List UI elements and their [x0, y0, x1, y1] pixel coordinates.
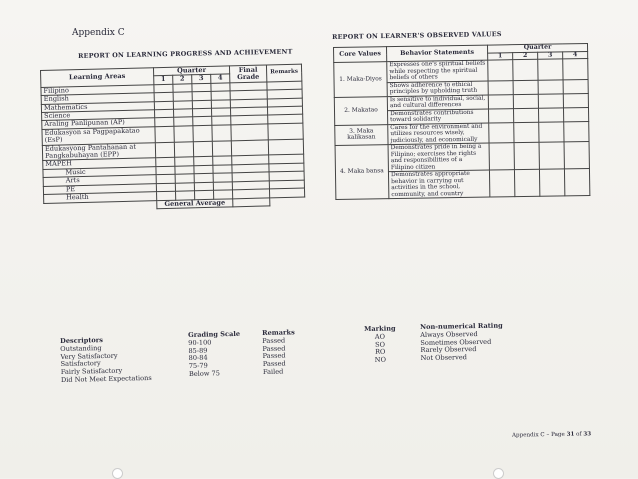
learning-area-label: Music — [43, 167, 156, 178]
learning-area-label: Filipino — [41, 85, 154, 96]
learning-area-label: Science — [42, 110, 155, 121]
observed-values-title: REPORT ON LEARNER'S OBSERVED VALUES — [332, 30, 502, 41]
footer-prefix: Appendix C – Page — [511, 431, 565, 439]
footer-page: 31 — [566, 431, 575, 438]
grading-scale-title: Grading Scale — [187, 329, 241, 339]
header-ov-q3: 3 — [538, 51, 563, 59]
header-learning-areas: Learning Areas — [41, 68, 154, 88]
behavior-statement: Demonstrates pride in being a Filipino; exercises the rights and responsibilities of a Filipino citizen — [388, 143, 489, 172]
appendix-label: Appendix C — [72, 28, 125, 38]
observed-values-table — [333, 43, 590, 200]
non-numerical-legend — [420, 323, 503, 363]
remarks-cell — [268, 139, 303, 156]
header-core-values: Core Values — [334, 47, 387, 63]
quarter-rating-cell — [514, 169, 539, 196]
marking-item: SO — [375, 340, 386, 349]
quarter-rating-cell — [514, 142, 539, 169]
quarter-rating-cell — [563, 59, 588, 80]
quarter-rating-cell — [564, 141, 589, 168]
general-average-label: General Average — [157, 198, 233, 208]
remarks-item: Passed — [262, 344, 286, 353]
quarter-grade-cell — [174, 126, 193, 142]
behavior-statement: Cares for the environment and utilizes resources wisely, judiciously, and economically — [388, 123, 489, 145]
remarks-item: Failed — [262, 367, 284, 376]
quarter-rating-cell — [489, 170, 514, 197]
behavior-row — [335, 141, 589, 172]
quarter-rating-cell — [538, 79, 563, 93]
header-q2: 2 — [173, 75, 192, 84]
behavior-statement: Demonstrates appropriate behavior in carrying out activities in the school, community, and country — [388, 170, 489, 199]
learning-area-label: MAPEH — [43, 158, 156, 169]
quarter-rating-cell — [538, 59, 563, 80]
remarks-item: Passed — [262, 359, 286, 369]
quarter-rating-cell — [488, 108, 513, 122]
learning-progress-title: REPORT ON LEARNING PROGRESS AND ACHIEVEMENT — [78, 47, 293, 60]
header-quarter: Quarter — [153, 66, 229, 76]
remarks-item: Passed — [262, 336, 286, 345]
quarter-rating-cell — [539, 121, 564, 142]
punch-hole — [112, 468, 123, 479]
descriptor-item: Fairly Satisfactory — [60, 366, 123, 377]
header-ov-q2: 2 — [513, 52, 538, 60]
observed-values-body — [334, 59, 590, 200]
quarter-grade-cell — [155, 126, 174, 142]
grading-scale-item: 85-89 — [188, 346, 208, 355]
quarter-rating-cell — [563, 93, 588, 107]
grading-scale-item: 90-100 — [188, 338, 212, 347]
remarks-title: Remarks — [261, 328, 295, 337]
non-numerical-item: Always Observed — [420, 329, 478, 339]
quarter-rating-cell — [488, 94, 513, 108]
quarter-rating-cell — [538, 107, 563, 121]
header-q1: 1 — [154, 76, 173, 85]
quarter-grade-cell — [193, 125, 212, 141]
core-value-label: 1. Maka-Diyos — [334, 62, 388, 97]
grading-scale-item: Below 75 — [188, 369, 221, 378]
behavior-statement: Is sensitive to individual, social, and cultural differences — [387, 95, 488, 111]
learning-progress-table-wrap — [40, 64, 305, 212]
non-numerical-item: Sometimes Observed — [420, 337, 492, 347]
remarks-item: Passed — [262, 351, 286, 361]
core-value-label: 4. Maka bansa — [335, 145, 389, 200]
header-ov-q4: 4 — [563, 51, 588, 59]
grading-scale-item: 75-79 — [188, 361, 208, 371]
quarter-rating-cell — [489, 143, 514, 170]
quarter-rating-cell — [564, 121, 589, 142]
header-ov-quarter: Quarter — [487, 44, 587, 53]
core-value-label: 3. Maka kalikasan — [335, 124, 388, 145]
learning-area-label: Mathematics — [41, 101, 154, 112]
behavior-statement: Shows adherence to ethical principles by upholding truth — [387, 81, 488, 97]
descriptor-item: Outstanding — [60, 343, 102, 353]
header-final-grade: Final Grade — [229, 65, 266, 83]
learning-area-label: Araling Panlipunan (AP) — [42, 118, 155, 129]
learning-area-label: Health — [44, 192, 157, 203]
remarks-cell — [268, 123, 303, 140]
quarter-rating-cell — [563, 107, 588, 121]
marking-item: RO — [374, 348, 386, 357]
footer-of: of — [576, 431, 582, 438]
non-numerical-title: Non-numerical Rating — [419, 321, 503, 331]
remarks-legend — [262, 329, 296, 377]
header-remarks: Remarks — [266, 64, 301, 82]
quarter-rating-cell — [514, 122, 539, 143]
learning-progress-body — [41, 81, 305, 211]
quarter-grade-cell — [155, 142, 174, 158]
quarter-rating-cell — [513, 80, 538, 94]
learning-area-label: English — [41, 93, 154, 104]
quarter-rating-cell — [538, 93, 563, 107]
descriptor-item: Did Not Meet Expectations — [60, 373, 152, 384]
general-average-spacer — [44, 200, 157, 211]
quarter-rating-cell — [488, 60, 513, 81]
quarter-rating-cell — [513, 108, 538, 122]
quarter-rating-cell — [564, 168, 589, 195]
final-grade-cell — [231, 140, 268, 157]
learning-area-label: PE — [43, 183, 156, 194]
behavior-statement: Expresses one's spiritual beliefs while respecting the spiritual beliefs of others — [387, 60, 488, 82]
marking-title: Marking — [363, 324, 396, 333]
marking-item: AO — [374, 332, 386, 341]
final-grade-cell — [231, 124, 268, 141]
quarter-grade-cell — [212, 125, 231, 141]
quarter-rating-cell — [563, 79, 588, 93]
header-q4: 4 — [211, 74, 230, 83]
header-q3: 3 — [192, 75, 211, 84]
page-footer — [512, 431, 591, 438]
general-average-grade-cell — [233, 197, 270, 206]
observed-values-table-wrap — [333, 43, 590, 200]
punch-hole — [493, 468, 504, 479]
grading-scale-item: 80-84 — [188, 353, 208, 363]
descriptor-item: Very Satisfactory — [60, 351, 118, 361]
quarter-rating-cell — [539, 142, 564, 169]
header-behavior-statements: Behavior Statements — [387, 45, 488, 62]
descriptor-item: Satisfactory — [60, 359, 101, 369]
quarter-rating-cell — [513, 94, 538, 108]
non-numerical-item: Not Observed — [420, 353, 468, 363]
learning-area-label: Edukasyon sa Pagpapakatao (EsP) — [42, 127, 155, 146]
marking-item: NO — [374, 355, 387, 365]
footer-total: 33 — [583, 431, 592, 438]
non-numerical-item: Rarely Observed — [420, 345, 477, 355]
learning-area-label: Arts — [43, 175, 156, 186]
descriptors-title: Descriptors — [59, 336, 104, 345]
behavior-statement: Demonstrates contributions toward solidarity — [387, 109, 488, 125]
remarks-cell — [269, 188, 304, 197]
quarter-grade-cell — [212, 141, 231, 157]
quarter-grade-cell — [174, 141, 193, 157]
quarter-rating-cell — [488, 80, 513, 94]
quarter-rating-cell — [539, 169, 564, 196]
learning-progress-table — [40, 64, 305, 212]
marking-legend — [364, 325, 396, 365]
quarter-grade-cell — [193, 141, 212, 157]
descriptors-legend — [60, 336, 152, 385]
learning-area-label: Edukasyong Pantahanan at Pangkabuhayan (EPP) — [42, 142, 155, 161]
grading-scale-legend — [188, 331, 241, 379]
header-ov-q1: 1 — [488, 52, 513, 60]
core-value-label: 2. Makatao — [334, 96, 387, 125]
quarter-rating-cell — [513, 59, 538, 80]
quarter-rating-cell — [489, 122, 514, 143]
